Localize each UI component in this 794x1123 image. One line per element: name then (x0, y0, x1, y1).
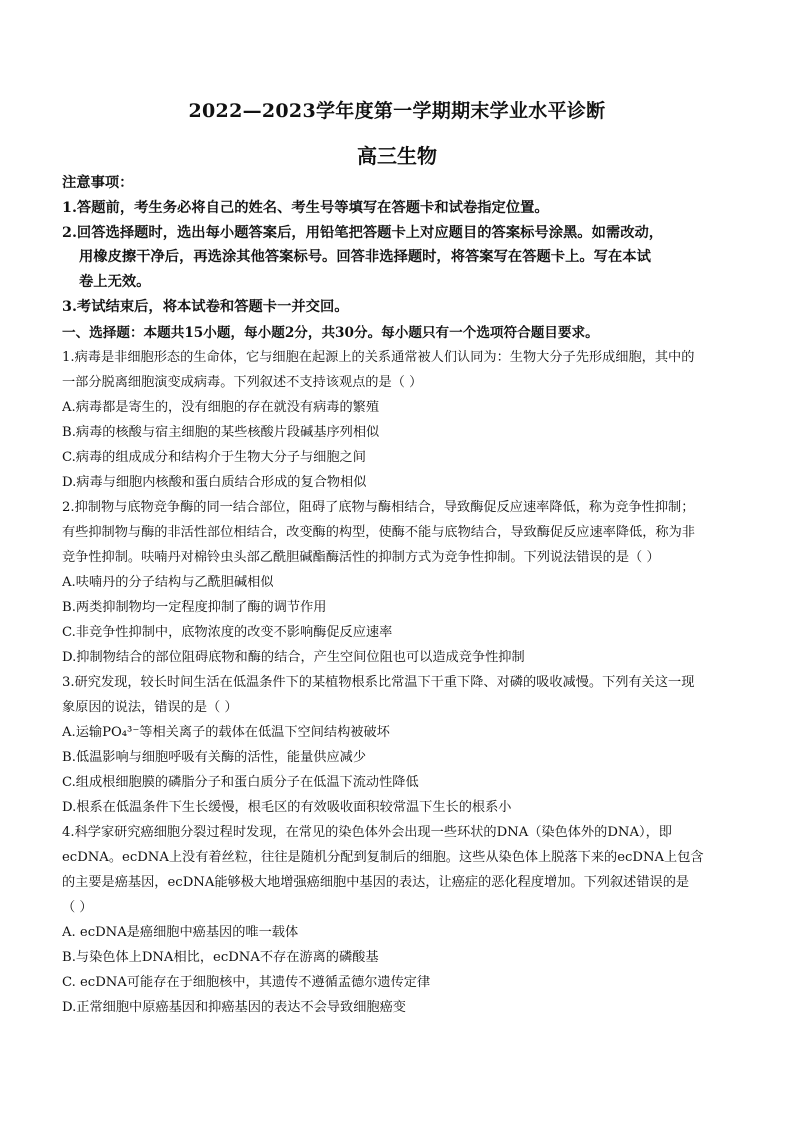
question-option: D.正常细胞中原癌基因和抑癌基因的表达不会导致细胞癌变 (62, 1000, 406, 1015)
question-stem-line: （ ） (62, 900, 93, 915)
question-option: C.病毒的组成成分和结构介于生物大分子与细胞之间 (62, 450, 366, 465)
notice-line: 用橡皮擦干净后，再选涂其他答案标号。回答非选择题时，将答案写在答题卡上。写在本试 (79, 249, 651, 265)
question-option: C.组成根细胞膜的磷脂分子和蛋白质分子在低温下流动性降低 (62, 775, 419, 790)
question-stem-line: ecDNA。ecDNA上没有着丝粒，往往是随机分配到复制后的细胞。这些从染色体上脱落下来的ecDNA上包含 (62, 850, 704, 865)
question-option: B.两类抑制物均一定程度抑制了酶的调节作用 (62, 600, 327, 615)
question-option: D.根系在低温条件下生长缓慢，根毛区的有效吸收面积较常温下生长的根系小 (62, 800, 512, 815)
notice-line: 卷上无效。 (79, 274, 151, 290)
question-option: B.与染色体上DNA相比，ecDNA不存在游离的磷酸基 (62, 950, 379, 965)
page-subtitle: 高三生物 (357, 144, 437, 168)
section-heading: 一、选择题：本题共15小题，每小题2分，共30分。每小题只有一个选项符合题目要求。 (62, 325, 599, 341)
question-stem-line: 4.科学家研究癌细胞分裂过程时发现，在常见的染色体外会出现一些环状的DNA（染色体外的DNA），即 (62, 825, 672, 840)
question-stem-line: 一部分脱离细胞演变成病毒。下列叙述不支持该观点的是（ ） (62, 375, 423, 390)
question-stem-line: 有些抑制物与酶的非活性部位相结合，改变酶的构型，使酶不能与底物结合，导致酶促反应速率降低，称为非 (62, 525, 695, 540)
question-stem-line: 3.研究发现，较长时间生活在低温条件下的某植物根系比常温下干重下降、对磷的吸收减慢。下列有关这一现 (62, 675, 695, 690)
question-option: A. ecDNA是癌细胞中癌基因的唯一载体 (62, 925, 299, 940)
question-stem-line: 竞争性抑制。呋喃丹对棉铃虫头部乙酰胆碱酯酶活性的抑制方式为竞争性抑制。下列说法错误的是（ ） (62, 550, 660, 565)
question-option: B.低温影响与细胞呼吸有关酶的活性，能量供应减少 (62, 750, 367, 765)
notice-heading: 注意事项： (62, 175, 134, 191)
notice-line: 2.回答选择题时，选出每小题答案后，用铅笔把答题卡上对应题目的答案标号涂黑。如需改动， (62, 225, 664, 241)
question-stem-line: 2.抑制物与底物竞争酶的同一结合部位，阻碍了底物与酶相结合，导致酶促反应速率降低，称为竞争性抑制； (62, 500, 695, 515)
question-option: D.病毒与细胞内核酸和蛋白质结合形成的复合物相似 (62, 475, 367, 490)
question-option: A.病毒都是寄生的，没有细胞的存在就没有病毒的繁殖 (62, 400, 380, 415)
question-stem-line: 1.病毒是非细胞形态的生命体，它与细胞在起源上的关系通常被人们认同为：生物大分子先形成细胞，其中的 (62, 350, 695, 365)
question-option: C.非竞争性抑制中，底物浓度的改变不影响酶促反应速率 (62, 625, 393, 640)
notice-line: 3.考试结束后，将本试卷和答题卡一并交回。 (62, 299, 349, 315)
question-option: B.病毒的核酸与宿主细胞的某些核酸片段碱基序列相似 (62, 425, 380, 440)
question-stem-line: 象原因的说法，错误的是（ ） (62, 700, 238, 715)
question-option: A.呋喃丹的分子结构与乙酰胆碱相似 (62, 575, 274, 590)
question-option: A.运输PO₄³⁻等相关离子的载体在低温下空间结构被破坏 (62, 725, 390, 740)
question-option: D.抑制物结合的部位阻碍底物和酶的结合，产生空间位阻也可以造成竞争性抑制 (62, 650, 525, 665)
notice-line: 1.答题前，考生务必将自己的姓名、考生号等填写在答题卡和试卷指定位置。 (62, 200, 549, 216)
question-stem-line: 的主要是癌基因，ecDNA能够极大地增强癌细胞中基因的表达，让癌症的恶化程度增加。下列叙述错误的是 (62, 875, 690, 890)
page-title: 2022—2023学年度第一学期期末学业水平诊断 (188, 100, 606, 122)
question-option: C. ecDNA可能存在于细胞核中，其遗传不遵循孟德尔遗传定律 (62, 975, 431, 990)
